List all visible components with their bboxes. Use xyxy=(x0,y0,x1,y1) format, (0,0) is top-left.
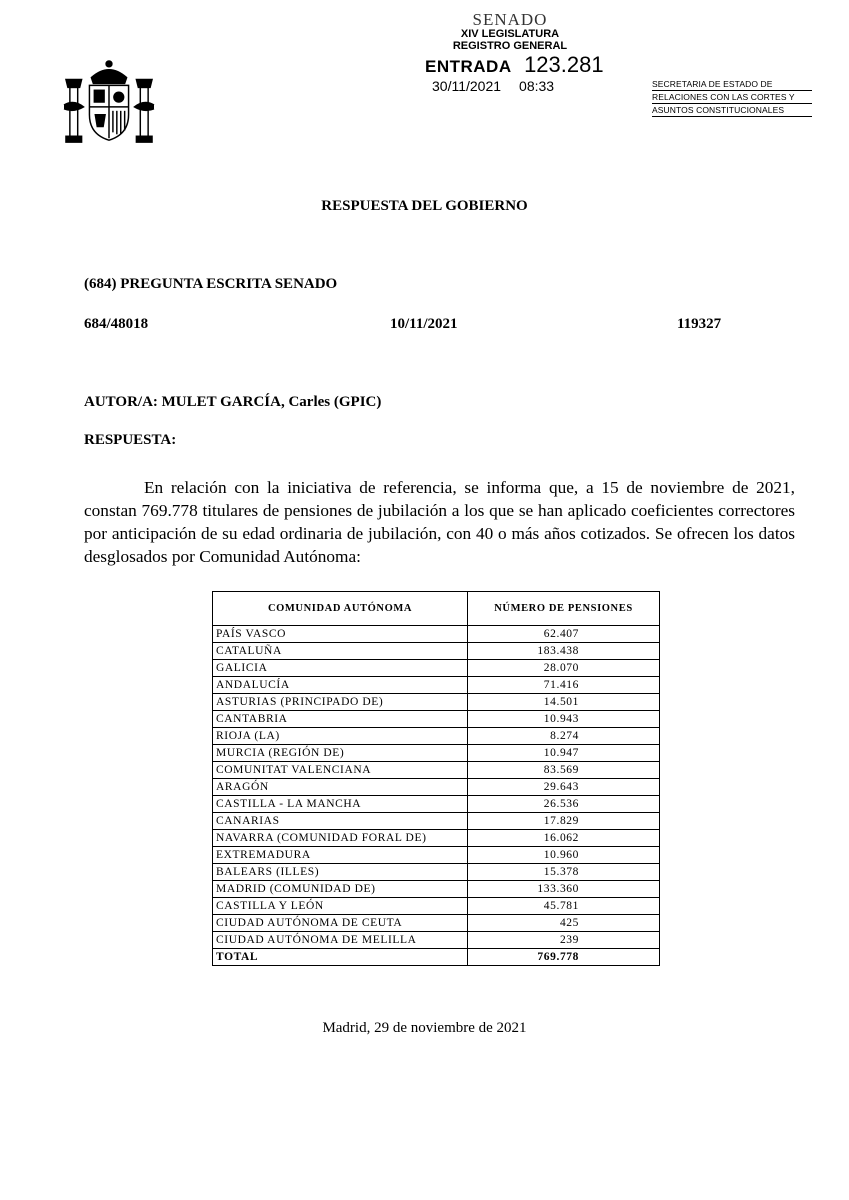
table-row xyxy=(213,728,660,745)
cell-comunidad: CATALUÑA xyxy=(213,643,468,660)
cell-comunidad: MADRID (COMUNIDAD DE) xyxy=(213,881,468,898)
author-line: AUTOR/A: MULET GARCÍA, Carles (GPIC) xyxy=(84,394,382,410)
answer-label: RESPUESTA: xyxy=(84,432,177,448)
cell-comunidad: EXTREMADURA xyxy=(213,847,468,864)
cell-comunidad: ANDALUCÍA xyxy=(213,677,468,694)
cell-comunidad: RIOJA (LA) xyxy=(213,728,468,745)
table-row xyxy=(213,660,660,677)
table-row xyxy=(213,762,660,779)
column-header-comunidad: COMUNIDAD AUTÓNOMA xyxy=(213,592,468,626)
cell-pensiones: 17.829 xyxy=(468,813,660,830)
cell-comunidad: COMUNITAT VALENCIANA xyxy=(213,762,468,779)
total-value: 769.778 xyxy=(468,949,660,966)
secretaria-line: ASUNTOS CONSTITUCIONALES xyxy=(652,104,812,117)
document-title: RESPUESTA DEL GOBIERNO xyxy=(321,198,528,214)
cell-pensiones: 133.360 xyxy=(468,881,660,898)
cell-comunidad: CIUDAD AUTÓNOMA DE CEUTA xyxy=(213,915,468,932)
stamp-legislatura: XIV LEGISLATURA xyxy=(460,28,560,40)
cell-pensiones: 28.070 xyxy=(468,660,660,677)
cell-pensiones: 10.960 xyxy=(468,847,660,864)
cell-comunidad: CANTABRIA xyxy=(213,711,468,728)
answer-body: En relación con la iniciativa de referencia, se informa que, a 15 de noviembre de 2021, constan 769.778 titulares de pensiones de jubilación a los que se han aplicado coeficientes correctores por anticipación de su edad ordinaria de jubilación, con 40 o más años cotizados. Se ofrecen los datos desglosados por Comunidad Autónoma: xyxy=(84,478,795,566)
cell-comunidad: CASTILLA - LA MANCHA xyxy=(213,796,468,813)
table-row xyxy=(213,830,660,847)
table-row xyxy=(213,915,660,932)
cell-comunidad: NAVARRA (COMUNIDAD FORAL DE) xyxy=(213,830,468,847)
coat-of-arms-icon xyxy=(60,58,158,148)
reference-code: 684/48018 xyxy=(84,316,149,332)
stamp-entrada-label: ENTRADA xyxy=(425,57,512,76)
cell-pensiones: 62.407 xyxy=(468,626,660,643)
table-row xyxy=(213,898,660,915)
cell-comunidad: CANARIAS xyxy=(213,813,468,830)
cell-comunidad: MURCIA (REGIÓN DE) xyxy=(213,745,468,762)
cell-pensiones: 15.378 xyxy=(468,864,660,881)
table-row xyxy=(213,932,660,949)
cell-comunidad: ASTURIAS (PRINCIPADO DE) xyxy=(213,694,468,711)
table-row xyxy=(213,864,660,881)
cell-pensiones: 8.274 xyxy=(468,728,660,745)
cell-comunidad: CIUDAD AUTÓNOMA DE MELILLA xyxy=(213,932,468,949)
cell-comunidad: CASTILLA Y LEÓN xyxy=(213,898,468,915)
secretaria-line: SECRETARIA DE ESTADO DE xyxy=(652,78,812,91)
cell-pensiones: 83.569 xyxy=(468,762,660,779)
question-heading: (684) PREGUNTA ESCRITA SENADO xyxy=(84,276,338,292)
stamp-institution: SENADO xyxy=(472,10,548,29)
table-total-row xyxy=(213,949,660,966)
stamp-entrada xyxy=(425,52,615,78)
column-header-pensiones: NÚMERO DE PENSIONES xyxy=(468,592,660,626)
total-label: TOTAL xyxy=(213,949,468,966)
table-header-row xyxy=(213,592,660,626)
table-row xyxy=(213,677,660,694)
cell-pensiones: 29.643 xyxy=(468,779,660,796)
cell-pensiones: 10.947 xyxy=(468,745,660,762)
cell-pensiones: 239 xyxy=(468,932,660,949)
table-row xyxy=(213,796,660,813)
secretaria-line: RELACIONES CON LAS CORTES Y xyxy=(652,91,812,104)
table-row xyxy=(213,643,660,660)
table-row xyxy=(213,745,660,762)
cell-pensiones: 425 xyxy=(468,915,660,932)
cell-pensiones: 16.062 xyxy=(468,830,660,847)
cell-pensiones: 45.781 xyxy=(468,898,660,915)
stamp-registro: REGISTRO GENERAL xyxy=(452,40,568,52)
table-row xyxy=(213,813,660,830)
table-row xyxy=(213,779,660,796)
table-row xyxy=(213,626,660,643)
table-row xyxy=(213,881,660,898)
table-row xyxy=(213,847,660,864)
table-row xyxy=(213,694,660,711)
table-body xyxy=(213,626,660,966)
stamp-time: 08:33 xyxy=(519,78,555,94)
cell-comunidad: ARAGÓN xyxy=(213,779,468,796)
cell-pensiones: 26.536 xyxy=(468,796,660,813)
reference-date: 10/11/2021 xyxy=(390,316,458,332)
cell-pensiones: 10.943 xyxy=(468,711,660,728)
stamp-date: 30/11/2021 xyxy=(432,78,502,94)
table-row xyxy=(213,711,660,728)
cell-pensiones: 71.416 xyxy=(468,677,660,694)
cell-comunidad: BALEARS (ILLES) xyxy=(213,864,468,881)
stamp-entrada-number: 123.281 xyxy=(524,52,604,77)
cell-pensiones: 183.438 xyxy=(468,643,660,660)
cell-comunidad: GALICIA xyxy=(213,660,468,677)
secretaria-box xyxy=(652,78,812,117)
pensions-table xyxy=(212,591,660,966)
reference-number: 119327 xyxy=(677,316,722,332)
cell-pensiones: 14.501 xyxy=(468,694,660,711)
signature-date: Madrid, 29 de noviembre de 2021 xyxy=(322,1020,527,1036)
stamp-datetime xyxy=(432,78,554,94)
cell-comunidad: PAÍS VASCO xyxy=(213,626,468,643)
